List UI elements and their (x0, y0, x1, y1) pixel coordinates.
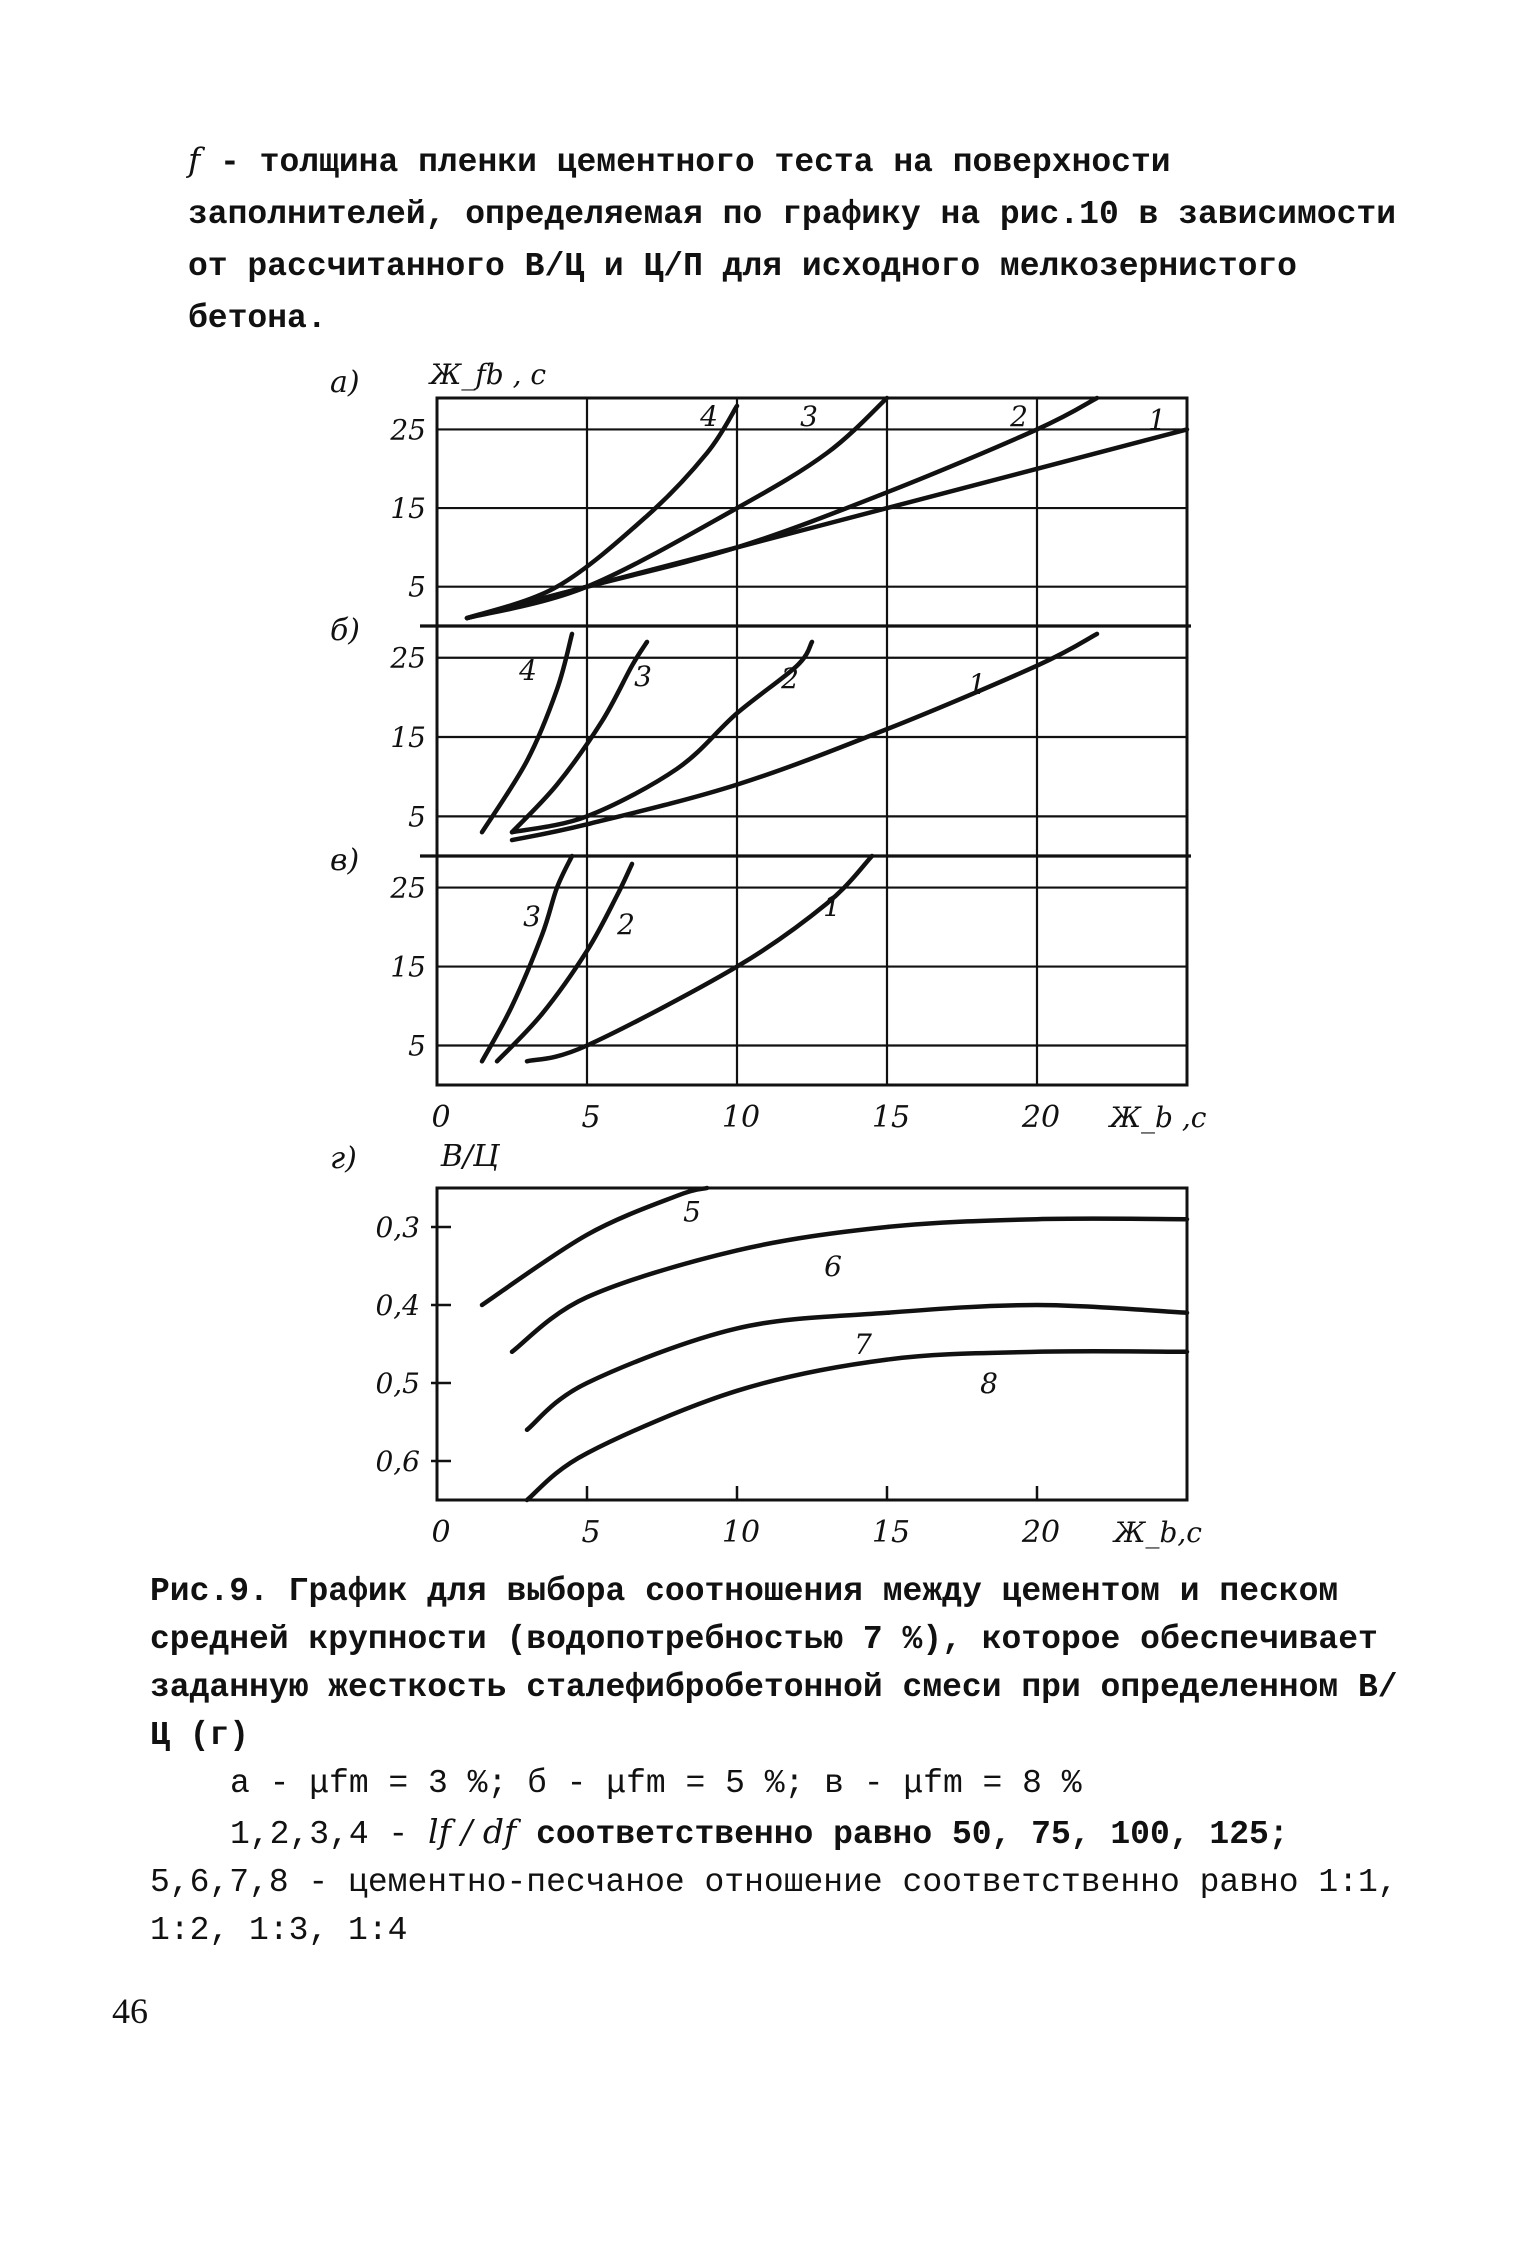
caption-mu-a: а - μfm = 3 %; (230, 1765, 508, 1802)
series-label-6: 6 (824, 1250, 842, 1283)
caption-ratio-rest: соответственно равно 50, 75, 100, 125; (536, 1816, 1289, 1853)
caption-cement-line: 5,6,7,8 - цементно-песчаное отношение соответственно равно 1:1, 1:2, 1:3, 1:4 (150, 1864, 1398, 1949)
x-tick-label: 0 (431, 1100, 451, 1135)
caption-ratio-symbol: lf / df (428, 1812, 517, 1851)
y-tick-label: 15 (390, 950, 426, 984)
x-tick-label: 5 (581, 1515, 601, 1550)
caption-ratio-line (150, 1808, 1410, 1859)
series-label-1: 1 (823, 890, 841, 923)
panel-label: б) (330, 613, 361, 648)
y-axis-title: Ж_fb , с (429, 358, 547, 391)
x-tick-label: 0 (431, 1515, 451, 1550)
series-label-2: 2 (1010, 400, 1028, 433)
caption-ratio-prefix: 1,2,3,4 - (230, 1816, 409, 1853)
caption-title-text: График для выбора соотношения между цементом и песком средней крупности (водопотребностью 7 %), которое обеспечивает заданную жесткость сталефибробетонной смеси при определенном В/Ц (г) (150, 1573, 1398, 1754)
y-tick-label: 25 (390, 641, 426, 675)
figure-caption (150, 1568, 1410, 1955)
page-number: 46 (112, 1991, 148, 2031)
series-label-2: 2 (617, 907, 635, 941)
x-tick-label: 20 (1021, 1100, 1061, 1135)
panels-abv (330, 358, 1207, 1135)
series-label-3: 3 (523, 900, 541, 933)
y-tick-label: 0,5 (375, 1367, 420, 1400)
caption-mu-c: в - μfm = 8 % (824, 1765, 1082, 1802)
x-tick-label: 10 (721, 1515, 761, 1550)
series-line-6 (512, 1219, 1187, 1352)
y-tick-label: 25 (390, 871, 426, 905)
series-label-3: 3 (634, 659, 652, 693)
panel-label: г) (330, 1141, 357, 1176)
y-tick-label: 5 (408, 1029, 426, 1063)
intro-text: - толщина пленки цементного теста на поверхности заполнителей, определяемая по графику на рис.10 в зависимости от рассчитанного В/Ц и Ц/П для исходного мелкозернистого бетона. (188, 144, 1396, 337)
panel-label: а) (330, 365, 360, 400)
series-label-5: 5 (683, 1195, 701, 1229)
series-line-7 (527, 1305, 1187, 1430)
x-tick-label: 5 (581, 1100, 601, 1135)
y-tick-label: 0,4 (375, 1289, 420, 1322)
caption-mu-b: б - μfm = 5 %; (527, 1765, 805, 1802)
plot-frame-abv (437, 398, 1187, 1085)
series-line-8 (527, 1351, 1187, 1500)
y-tick-label: 0,6 (375, 1445, 420, 1478)
panel-g (330, 1139, 1202, 1550)
y-tick-label: 5 (408, 800, 426, 834)
film-thickness-symbol: f (188, 140, 201, 179)
series-label-7: 7 (854, 1328, 872, 1361)
y-tick-label: 15 (390, 492, 426, 526)
caption-title (150, 1568, 1410, 1760)
caption-mu-line (150, 1760, 1410, 1808)
series-label-1: 1 (968, 667, 986, 701)
x-axis-title: Ж_b,с (1114, 1516, 1202, 1549)
series-label-8: 8 (980, 1367, 998, 1400)
panel-label: в) (330, 843, 360, 878)
series-label-3: 3 (800, 400, 818, 433)
series-label-4: 4 (519, 653, 537, 687)
x-axis-title: Ж_b ,с (1109, 1101, 1207, 1134)
x-tick-label: 15 (871, 1515, 911, 1550)
series-label-4: 4 (700, 400, 718, 433)
series-label-1: 1 (1148, 403, 1166, 437)
y-tick-label: 5 (408, 570, 426, 604)
y-tick-label: 15 (390, 721, 426, 755)
series-label-2: 2 (781, 661, 799, 695)
series-line-5 (482, 1188, 707, 1305)
y-tick-label: 0,3 (375, 1211, 420, 1244)
x-tick-label: 15 (871, 1100, 911, 1135)
y-axis-title: В/Ц (440, 1139, 500, 1174)
x-tick-label: 20 (1021, 1515, 1061, 1550)
x-tick-label: 10 (721, 1100, 761, 1135)
caption-prefix: Рис.9. (150, 1573, 269, 1610)
y-tick-label: 25 (390, 413, 426, 447)
